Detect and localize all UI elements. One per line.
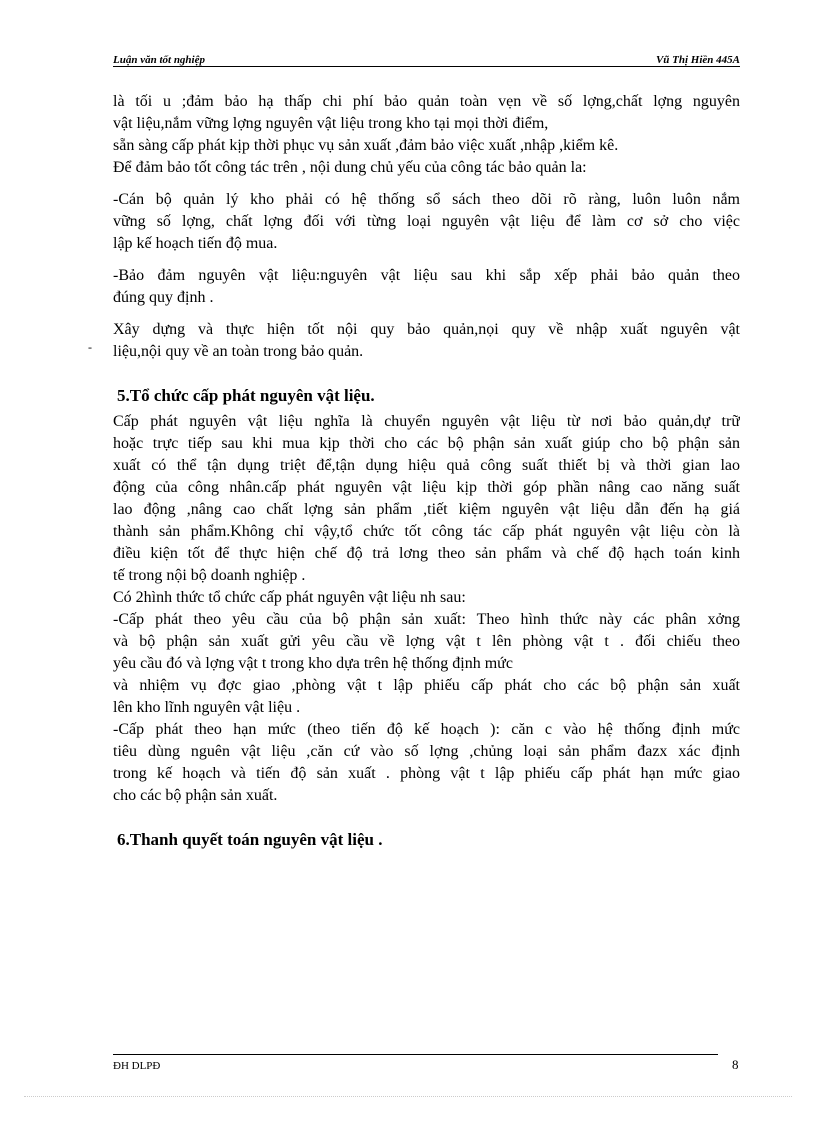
header-author: Vũ Thị Hiền 445A (655, 54, 740, 66)
footer-rule (113, 1054, 718, 1055)
footer-institution: ĐH DLPĐ (113, 1060, 161, 1072)
text-line: Xây dựng và thực hiện tốt nội quy bảo quản,nọi quy về nhập xuất nguyên vật (113, 321, 740, 338)
text-line: -Cấp phát theo yêu cầu của bộ phận sản xuất: Theo hình thức này các phân xởng (113, 611, 740, 628)
text-line: Có 2hình thức tổ chức cấp phát nguyên vật liệu nh sau: (113, 589, 466, 606)
text-line: và nhiệm vụ đợc giao ,phòng vật t lập phiếu cấp phát cho các bộ phận sản xuất (113, 677, 740, 694)
text-line: là tối u ;đảm bảo hạ thấp chi phí bảo quản toàn vẹn về số lợng,chất lợng nguyên (113, 93, 740, 110)
text-line: vật liệu,nắm vững lợng nguyên vật liệu trong kho tại mọi thời điểm, (113, 115, 549, 132)
text-line: hoặc trực tiếp sau khi mua kịp thời cho các bộ phận sản xuất giúp cho bộ phận sản (113, 435, 740, 452)
text-line: tế trong nội bộ doanh nghiệp . (113, 567, 306, 584)
text-line: cho các bộ phận sản xuất. (113, 787, 278, 804)
margin-marker: - (88, 340, 92, 354)
text-line: yêu cầu đó và lợng vật t trong kho dựa trên hệ thống định mức (113, 655, 513, 672)
text-line: -Cấp phát theo hạn mức (theo tiến độ kế hoạch ): căn c vào hệ thống định mức (113, 721, 740, 738)
text-line: -Bảo đảm nguyên vật liệu:nguyên vật liệu sau khi sắp xếp phải bảo quản theo (113, 267, 740, 284)
section-heading-6: 6.Thanh quyết toán nguyên vật liệu . (117, 830, 383, 849)
text-line: Để đảm bảo tốt công tác trên , nội dung chủ yếu của công tác bảo quản la: (113, 159, 587, 176)
text-line: xuất có thể tận dụng triệt để,tận dụng hiệu quả công suất thiết bị và thời gian lao (113, 457, 740, 474)
page-number: 8 (732, 1057, 739, 1072)
text-line: trong kế hoạch và tiến độ sản xuất . phòng vật t lập phiếu cấp phát hạn mức giao (113, 765, 740, 782)
text-line: lập kế hoạch tiến độ mua. (113, 235, 278, 252)
text-line: lao động ,nâng cao chất lợng sản phẩm ,tiết kiệm nguyên vật liệu dẫn đến hạ giá (113, 501, 740, 518)
header-title: Luận văn tốt nghiệp (113, 54, 205, 66)
text-line: động của công nhân.cấp phát nguyên vật liệu kịp thời góp phần nâng cao năng suất (113, 479, 740, 496)
text-line: sẵn sàng cấp phát kịp thời phục vụ sản xuất ,đảm bảo việc xuất ,nhập ,kiểm kê. (113, 137, 619, 154)
text-line: đúng quy định . (113, 289, 214, 306)
text-line: Cấp phát nguyên vật liệu nghĩa là chuyển nguyên vật liệu từ nơi bảo quản,dự trữ (113, 413, 740, 430)
page-header (113, 54, 740, 70)
text-line: và bộ phận sản xuất gửi yêu cầu về lợng vật t lên phòng vật t . đối chiếu theo (113, 633, 740, 650)
text-line: thành sản phẩm.Không chỉ vậy,tổ chức tốt công tác cấp phát nguyên vật liệu còn là (113, 523, 740, 540)
text-line: điều kiện tốt để thực hiện chế độ trả lơng theo sản phẩm và chế độ hạch toán kinh (113, 545, 740, 562)
document-body (113, 91, 740, 851)
text-line: liệu,nội quy về an toàn trong bảo quản. (113, 343, 364, 360)
section-heading-5: 5.Tổ chức cấp phát nguyên vật liệu. (117, 386, 375, 405)
text-line: vững số lợng, chất lợng đối với từng loại nguyên vật liệu để làm cơ sở cho việc (113, 213, 740, 230)
header-rule (113, 66, 740, 67)
text-line: lên kho lĩnh nguyên vật liệu . (113, 699, 301, 716)
text-line: -Cán bộ quản lý kho phải có hệ thống sổ sách theo dõi rõ ràng, luôn luôn nắm (113, 191, 740, 208)
page-break-line (24, 1096, 792, 1097)
text-line: tiêu dùng nguên vật liệu ,căn cứ vào số lợng ,chủng loại sản phẩm đazx xác định (113, 743, 740, 760)
